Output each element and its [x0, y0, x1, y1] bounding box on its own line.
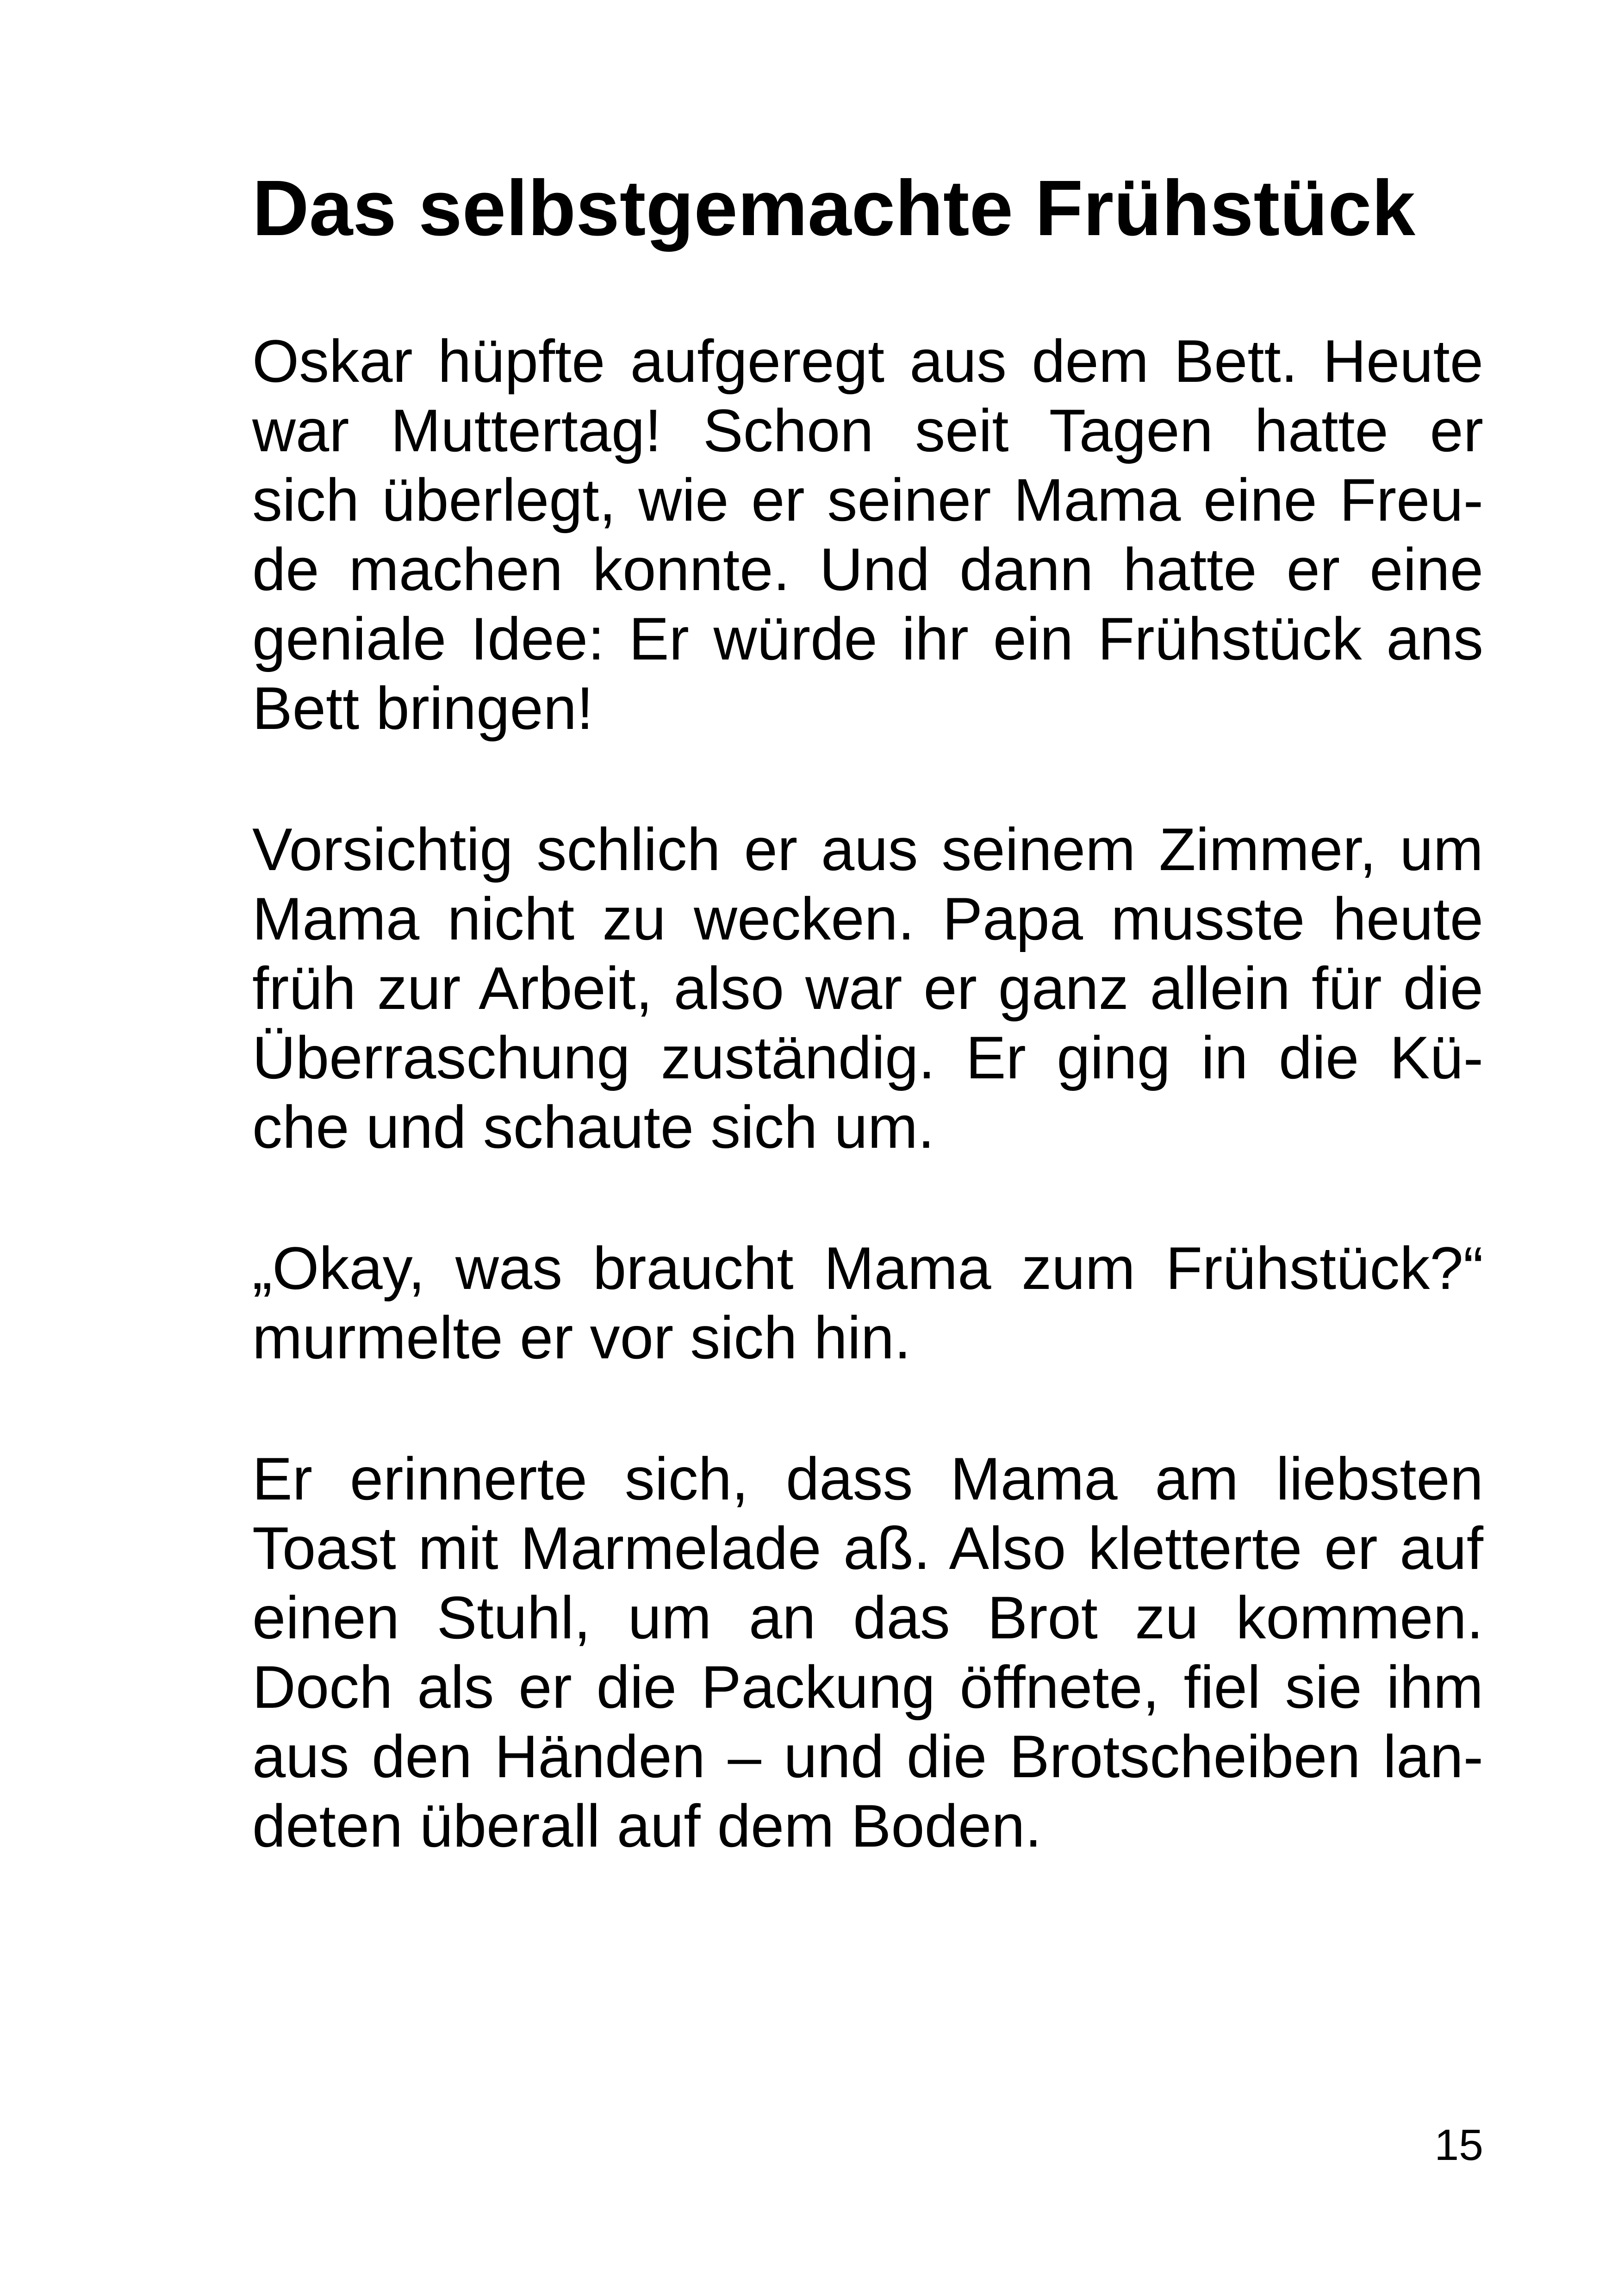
paragraph-3-line-1: „Okay, was braucht Mama zum Frühstück?“ — [252, 1234, 1483, 1302]
page-title: Das selbstgemachte Frühstück — [252, 164, 1416, 252]
paragraph-4-line-1: Er erinnerte sich, dass Mama am liebsten — [252, 1445, 1483, 1512]
paragraph-2-line-5: che und schaute sich um. — [252, 1093, 935, 1161]
paragraph-2-line-1: Vorsichtig schlich er aus seinem Zimmer, um — [252, 815, 1483, 883]
paragraph-2-line-2: Mama nicht zu wecken. Papa musste heute — [252, 885, 1483, 952]
paragraph-1-line-2: war Muttertag! Schon seit Tagen hatte er — [252, 397, 1483, 464]
paragraph-4-line-2: Toast mit Marmelade aß. Also kletterte er auf — [252, 1514, 1483, 1582]
paragraph-1-line-3: sich überlegt, wie er seiner Mama eine Freu- — [252, 466, 1483, 534]
paragraph-4-line-5: aus den Händen – und die Brotscheiben lan- — [252, 1723, 1483, 1790]
paragraph-4-line-6: deten überall auf dem Boden. — [252, 1792, 1042, 1860]
paragraph-2-line-3: früh zur Arbeit, also war er ganz allein für die — [252, 954, 1483, 1022]
page-number: 15 — [1434, 2121, 1483, 2170]
paragraph-1-line-5: geniale Idee: Er würde ihr ein Frühstück ans — [252, 605, 1483, 672]
paragraph-1-line-4: de machen konnte. Und dann hatte er eine — [252, 535, 1483, 603]
paragraph-4-line-3: einen Stuhl, um an das Brot zu kommen. — [252, 1584, 1483, 1651]
paragraph-1-line-1: Oskar hüpfte aufgeregt aus dem Bett. Heute — [252, 327, 1483, 395]
paragraph-4-line-4: Doch als er die Packung öffnete, fiel sie ihm — [252, 1653, 1483, 1721]
paragraph-3-line-2: murmelte er vor sich hin. — [252, 1304, 911, 1371]
paragraph-2-line-4: Überraschung zuständig. Er ging in die Kü- — [252, 1024, 1483, 1091]
paragraph-1-line-6: Bett bringen! — [252, 674, 594, 742]
